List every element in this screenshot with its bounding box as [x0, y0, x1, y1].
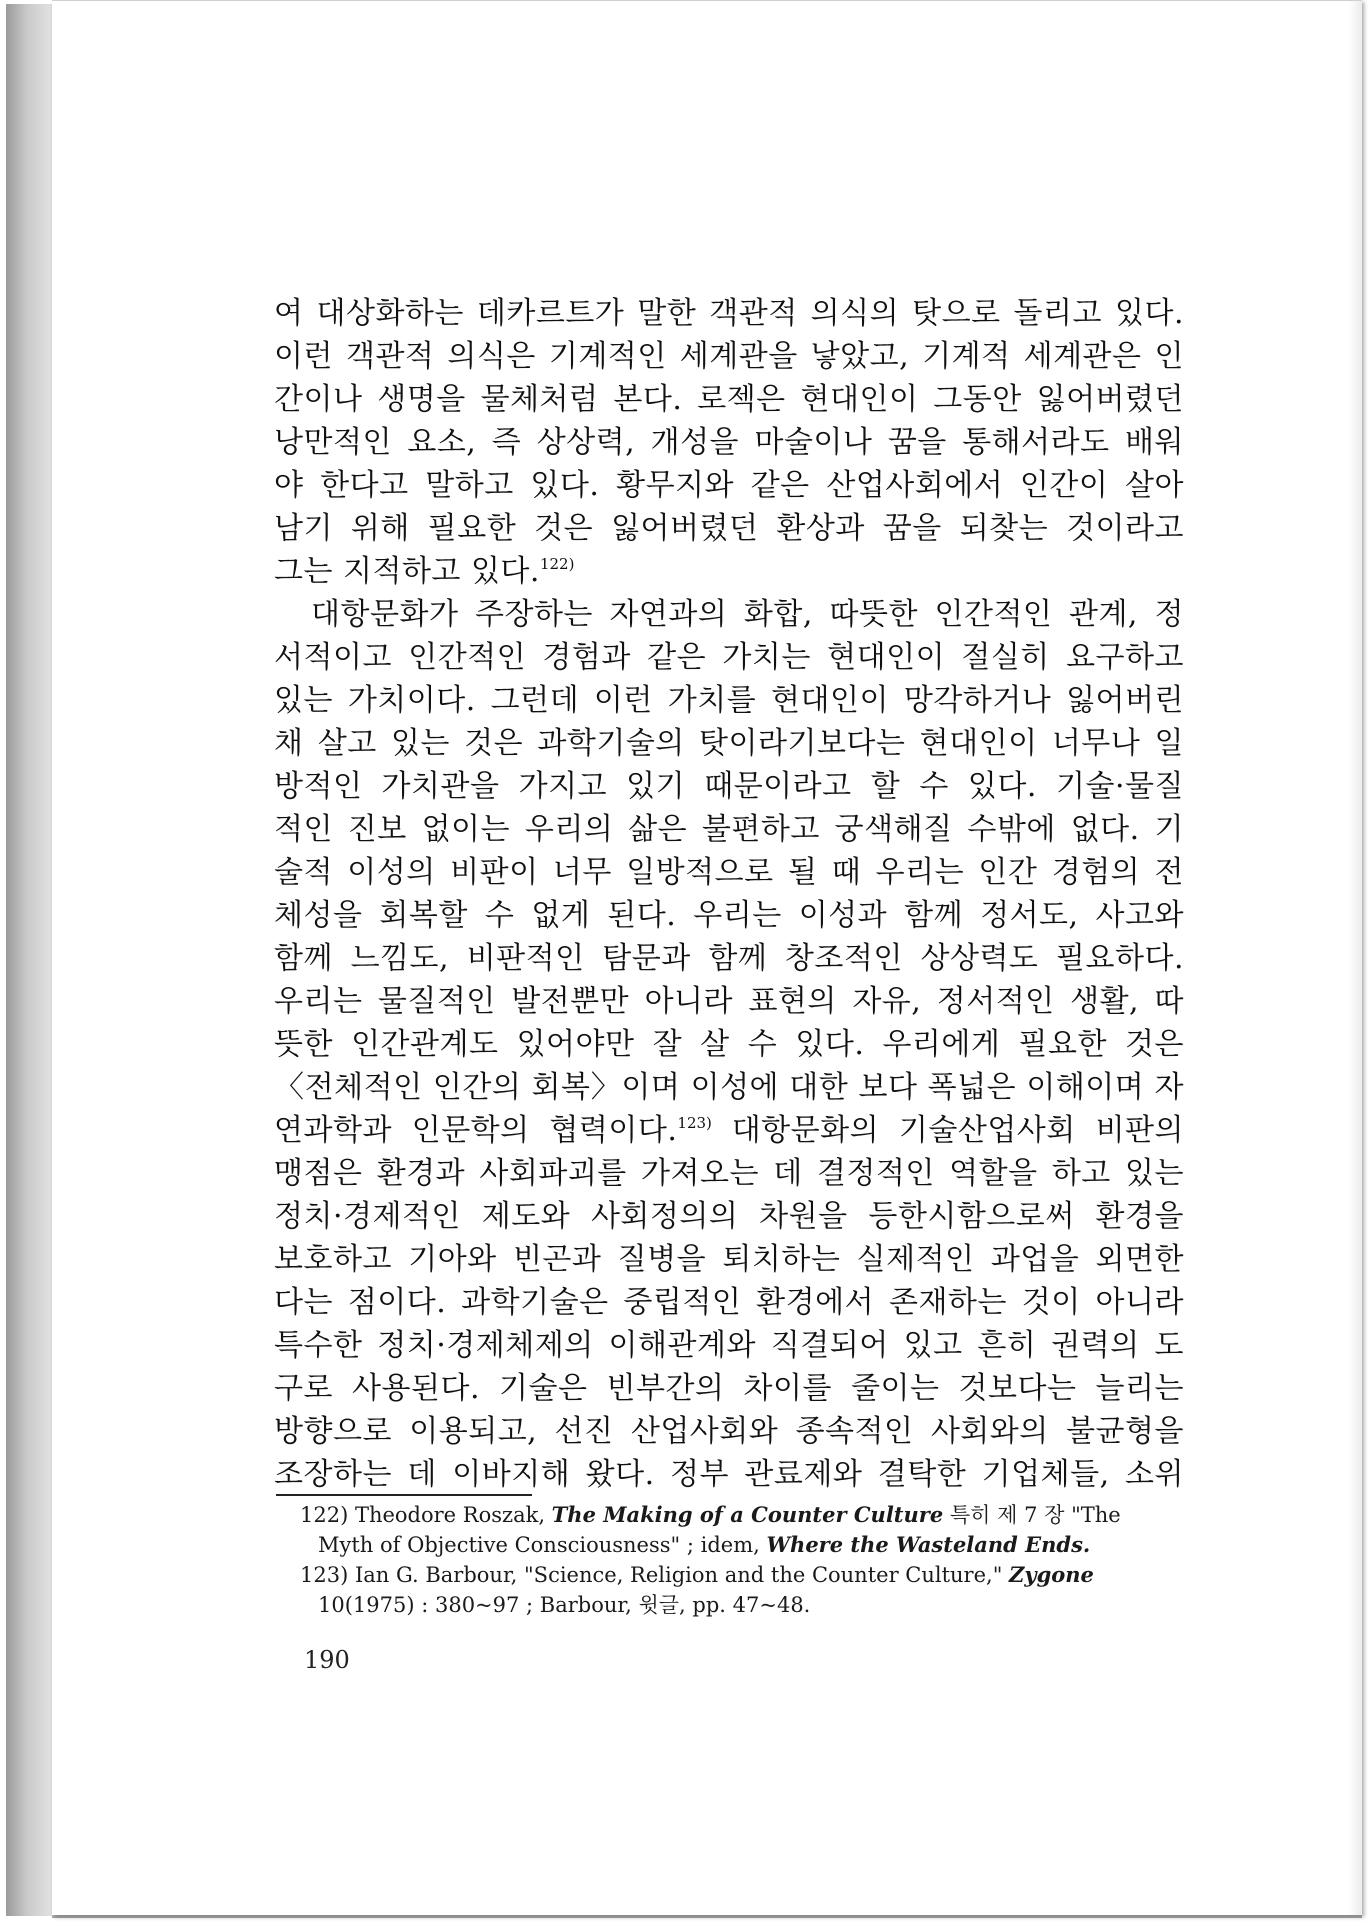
body-line-text: 여 대상화하는 데카르트가 말한 객관적 의식의 탓으로 돌리고 있다.: [274, 296, 1184, 331]
body-line: [274, 851, 1184, 894]
body-line: [274, 1324, 1184, 1367]
footnote-text: Myth of Objective Consciousness" ; idem,: [318, 1533, 767, 1557]
body-line-text: 채 살고 있는 것은 과학기술의 탓이라기보다는 현대인이 너무나 일: [274, 726, 1184, 761]
page-number: 190: [304, 1646, 350, 1674]
footnote-journal-title: Zygone: [1009, 1562, 1094, 1587]
body-line: [274, 894, 1184, 937]
body-line: [274, 1066, 1184, 1109]
body-line: [274, 292, 1184, 335]
body-line-text: 체성을 회복할 수 없게 된다. 우리는 이성과 함께 정서도, 사고와: [274, 898, 1184, 933]
body-line-text: 맹점은 환경과 사회파괴를 가져오는 데 결정적인 역할을 하고 있는: [274, 1156, 1184, 1191]
body-line: [274, 636, 1184, 679]
body-line-text: 보호하고 기아와 빈곤과 질병을 퇴치하는 실제적인 과업을 외면한: [274, 1242, 1184, 1277]
footnote-book-title: The Making of a Counter Culture: [551, 1502, 944, 1527]
footnote-text: 10(1975) : 380~97 ; Barbour, 윗글, pp. 47~48.: [318, 1593, 811, 1617]
footnote-reference: 123): [677, 1114, 712, 1132]
body-line-text: 연과학과 인문학의 협력이다.: [274, 1113, 678, 1148]
footnote-reference: 122): [539, 555, 575, 573]
body-line-text: 서적이고 인간적인 경험과 같은 가치는 현대인이 절실히 요구하고: [274, 640, 1184, 675]
body-line-text: 〈전체적인 인간의 회복〉이며 이성에 대한 보다 폭넓은 이해이며 자: [274, 1070, 1184, 1105]
body-line: [274, 722, 1184, 765]
body-line-text: 조장하는 데 이바지해 왔다. 정부 관료제와 결탁한 기업체들, 소위: [274, 1457, 1184, 1492]
body-line: [274, 1023, 1184, 1066]
body-text: [274, 292, 1184, 1496]
body-line-text: 함께 느낌도, 비판적인 탐문과 함께 창조적인 상상력도 필요하다.: [274, 941, 1184, 976]
body-line: [274, 980, 1184, 1023]
body-line: [274, 937, 1184, 980]
body-line-text: 다는 점이다. 과학기술은 중립적인 환경에서 존재하는 것이 아니라: [274, 1285, 1184, 1320]
body-line: [274, 765, 1184, 808]
body-line: [274, 1410, 1184, 1453]
body-line: [274, 1367, 1184, 1410]
body-line-text: 야 한다고 말하고 있다. 황무지와 같은 산업사회에서 인간이 살아: [274, 468, 1184, 503]
body-line-text: 이런 객관적 의식은 기계적인 세계관을 낳았고, 기계적 세계관은 인: [274, 339, 1184, 374]
footnote-text: 특히 제 7 장 "The: [943, 1503, 1121, 1527]
body-line: [274, 1281, 1184, 1324]
page-edge-shadow: [1348, 1, 1362, 1915]
footnote-divider: [276, 1494, 532, 1496]
body-line-text: 적인 진보 없이는 우리의 삶은 불편하고 궁색해질 수밖에 없다. 기: [274, 812, 1184, 847]
body-line: [274, 378, 1184, 421]
body-line: [274, 1238, 1184, 1281]
footnote-122-line-2: [300, 1530, 1184, 1560]
body-line-text: 방향으로 이용되고, 선진 산업사회와 종속적인 사회와의 불균형을: [274, 1414, 1184, 1449]
body-line: [274, 550, 1184, 593]
body-line: [274, 421, 1184, 464]
body-line: [274, 507, 1184, 550]
body-line-text: 방적인 가치관을 가지고 있기 때문이라고 할 수 있다. 기술·물질: [274, 769, 1184, 804]
body-line-text: 특수한 정치·경제체제의 이해관계와 직결되어 있고 흔히 권력의 도: [274, 1328, 1184, 1363]
body-line: [274, 1453, 1184, 1496]
footnote-122-line-1: [300, 1500, 1184, 1530]
body-line-text: 남기 위해 필요한 것은 잃어버렸던 환상과 꿈을 되찾는 것이라고: [274, 511, 1184, 546]
footnote-text: 123) Ian G. Barbour, "Science, Religion and the Counter Culture,": [300, 1563, 1010, 1587]
body-line-text: 대항문화가 주장하는 자연과의 화합, 따뜻한 인간적인 관계, 정: [274, 597, 1184, 632]
body-line-text: 대항문화의 기술산업사회 비판의: [711, 1113, 1184, 1148]
footnote-123-line-2: [300, 1590, 1184, 1620]
body-line: [274, 464, 1184, 507]
body-line: [274, 1109, 1184, 1152]
body-line-text: 있는 가치이다. 그런데 이런 가치를 현대인이 망각하거나 잃어버린: [274, 683, 1184, 718]
footnote-text: 122) Theodore Roszak,: [300, 1503, 552, 1527]
body-line-text: 우리는 물질적인 발전뿐만 아니라 표현의 자유, 정서적인 생활, 따: [274, 984, 1184, 1019]
footnote-book-title: Where the Wasteland Ends.: [766, 1532, 1091, 1557]
body-line-text: 구로 사용된다. 기술은 빈부간의 차이를 줄이는 것보다는 늘리는: [274, 1371, 1184, 1406]
body-line: [274, 593, 1184, 636]
body-line-text: 뜻한 인간관계도 있어야만 잘 살 수 있다. 우리에게 필요한 것은: [274, 1027, 1184, 1062]
body-line-text: 술적 이성의 비판이 너무 일방적으로 될 때 우리는 인간 경험의 전: [274, 855, 1184, 890]
footnote-123-line-1: [300, 1560, 1184, 1590]
body-line: [274, 808, 1184, 851]
body-line: [274, 335, 1184, 378]
body-line: [274, 1152, 1184, 1195]
footnotes: [300, 1500, 1184, 1620]
body-line: [274, 679, 1184, 722]
book-spine: [6, 4, 53, 1916]
body-line-text: 낭만적인 요소, 즉 상상력, 개성을 마술이나 꿈을 통해서라도 배워: [274, 425, 1184, 460]
body-line-text: 그는 지적하고 있다.: [274, 554, 540, 589]
body-line: [274, 1195, 1184, 1238]
body-line-text: 정치·경제적인 제도와 사회정의의 차원을 등한시함으로써 환경을: [274, 1199, 1184, 1234]
body-line-text: 간이나 생명을 물체처럼 본다. 로젝은 현대인이 그동안 잃어버렸던: [274, 382, 1184, 417]
